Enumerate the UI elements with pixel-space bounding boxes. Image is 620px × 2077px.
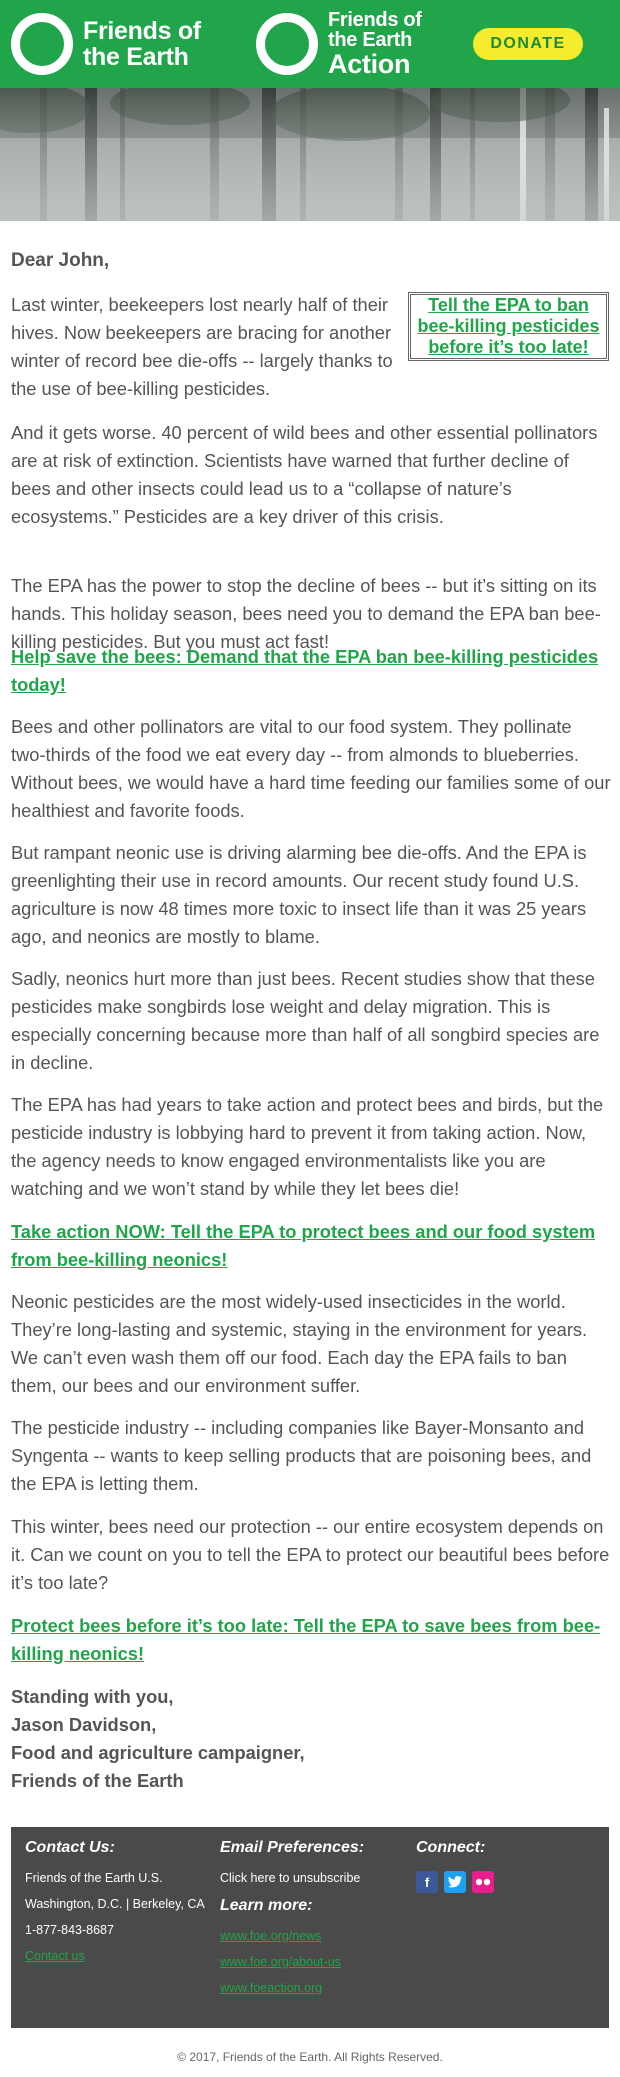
paragraph-7: The EPA has had years to take action and protect bees and birds, but the pesticide industry is lobbying hard to prevent it from taking action. Now, the agency needs to know engaged environmentalists like you are watching and we won’t stand by while they let bees die! (11, 1094, 604, 1199)
contact-heading: Contact Us: (25, 1839, 115, 1856)
hero-forest-image (0, 88, 620, 221)
action-link-1[interactable]: Help save the bees: Demand that the EPA ban bee-killing pesticides today! (11, 646, 599, 695)
donate-button[interactable]: DONATE (473, 28, 583, 60)
paragraph-4: Bees and other pollinators are vital to our food system. They pollinate two-thirds of the food we eat every day -- from almonds to blueberries. Without bees, we would have a hard time feeding our families some of our healthiest and favorite foods. (11, 716, 611, 821)
paragraph-2: And it gets worse. 40 percent of wild bees and other essential pollinators are at risk of extinction. Scientists have warned that further decline of bees and other insects could lead us to a “collapse of nature’s ecosystems.” Pesticides are a key driver of this crisis. (11, 422, 598, 527)
paragraph-10: This winter, bees need our protection -- our entire ecosystem depends on it. Can we count on you to tell the EPA to protect our beautiful bees before it’s too late? (11, 1516, 610, 1593)
twitter-icon[interactable] (444, 1871, 466, 1893)
copyright: © 2017, Friends of the Earth. All Rights Reserved. (177, 2050, 443, 2064)
learn-link-about[interactable]: www.foe.org/about-us (220, 1955, 341, 1969)
action-link-3[interactable]: Protect bees before it’s too late: Tell the EPA to save bees from bee-killing neonics! (11, 1615, 601, 1664)
learn-more-heading: Learn more: (220, 1897, 313, 1914)
logo2-line1: Friends of (328, 9, 422, 31)
email-header (0, 0, 620, 88)
earth-ring-icon (256, 13, 318, 75)
logo2-line3: Action (328, 49, 411, 79)
unsubscribe-link[interactable]: Click here to unsubscribe (220, 1871, 361, 1885)
signoff-name: Jason Davidson, (11, 1714, 157, 1735)
paragraph-3: The EPA has the power to stop the decline of bees -- but it’s sitting on its hands. This holiday season, bees need you to demand the EPA ban bee-killing pesticides. But you must act fast! (11, 575, 601, 652)
earth-ring-icon (11, 13, 73, 75)
flickr-icon[interactable] (472, 1871, 494, 1893)
email-preferences-heading: Email Preferences: (220, 1839, 365, 1856)
paragraph-6: Sadly, neonics hurt more than just bees. Recent studies show that these pesticides make songbirds lose weight and delay migration. This is especially concerning because more than half of all songbird species are in decline. (11, 968, 600, 1073)
connect-heading: Connect: (416, 1839, 486, 1856)
learn-link-news[interactable]: www.foe.org/news (220, 1929, 322, 1943)
logo1-line2: the Earth (83, 43, 189, 71)
action-link-2[interactable]: Take action NOW: Tell the EPA to protect bees and our food system from bee-killing neonics! (11, 1221, 596, 1270)
friends-of-the-earth-logo[interactable] (11, 13, 201, 75)
contact-column (25, 1839, 215, 1975)
email-footer (11, 1827, 609, 2028)
paragraph-1: Last winter, beekeepers lost nearly half of their hives. Now beekeepers are bracing for another winter of record bee die-offs -- largely thanks to the use of bee-killing pesticides. (11, 294, 393, 399)
signoff-org: Friends of the Earth (11, 1770, 184, 1791)
signoff-line: Standing with you, (11, 1686, 174, 1707)
flickr-dots-glyph (475, 1878, 491, 1886)
paragraph-8: Neonic pesticides are the most widely-used insecticides in the world. They’re long-lasting and systemic, staying in the environment for years. We can’t even wash them off our food. Each day the EPA fails to ban them, our bees and our environment suffer. (11, 1291, 588, 1396)
signoff-title: Food and agriculture campaigner, (11, 1742, 305, 1763)
org-name: Friends of the Earth U.S. (25, 1871, 163, 1885)
friends-of-the-earth-action-logo[interactable] (256, 9, 422, 79)
paragraph-5: But rampant neonic use is driving alarming bee die-offs. And the EPA is greenlighting their use in record amounts. Our recent study found U.S. agriculture is now 48 times more toxic to insect life than it was 25 years ago, and neonics are mostly to blame. (11, 842, 587, 947)
office-locations: Washington, D.C. | Berkeley, CA (25, 1897, 205, 1911)
preferences-column (220, 1839, 410, 2007)
twitter-bird-glyph (448, 1876, 462, 1888)
signoff (11, 1683, 305, 1795)
logo2-line2: the Earth (328, 29, 412, 51)
facebook-icon[interactable]: f (416, 1871, 438, 1893)
contact-us-link[interactable]: Contact us (25, 1949, 85, 1963)
logo1-line1: Friends of (83, 17, 201, 45)
connect-column (416, 1839, 596, 1893)
greeting: Dear John, (11, 250, 110, 271)
cta-box-link[interactable]: Tell the EPA to ban bee-killing pesticides before it’s too late! (417, 295, 600, 357)
phone-number: 1-877-843-8687 (25, 1923, 114, 1937)
misty-forest-illustration (0, 88, 620, 221)
social-icons (416, 1871, 596, 1893)
cta-box (408, 292, 609, 361)
learn-link-action[interactable]: www.foeaction.org (220, 1981, 323, 1995)
paragraph-9: The pesticide industry -- including companies like Bayer-Monsanto and Syngenta -- wants to keep selling products that are poisoning bees, and the EPA is letting them. (11, 1417, 592, 1494)
